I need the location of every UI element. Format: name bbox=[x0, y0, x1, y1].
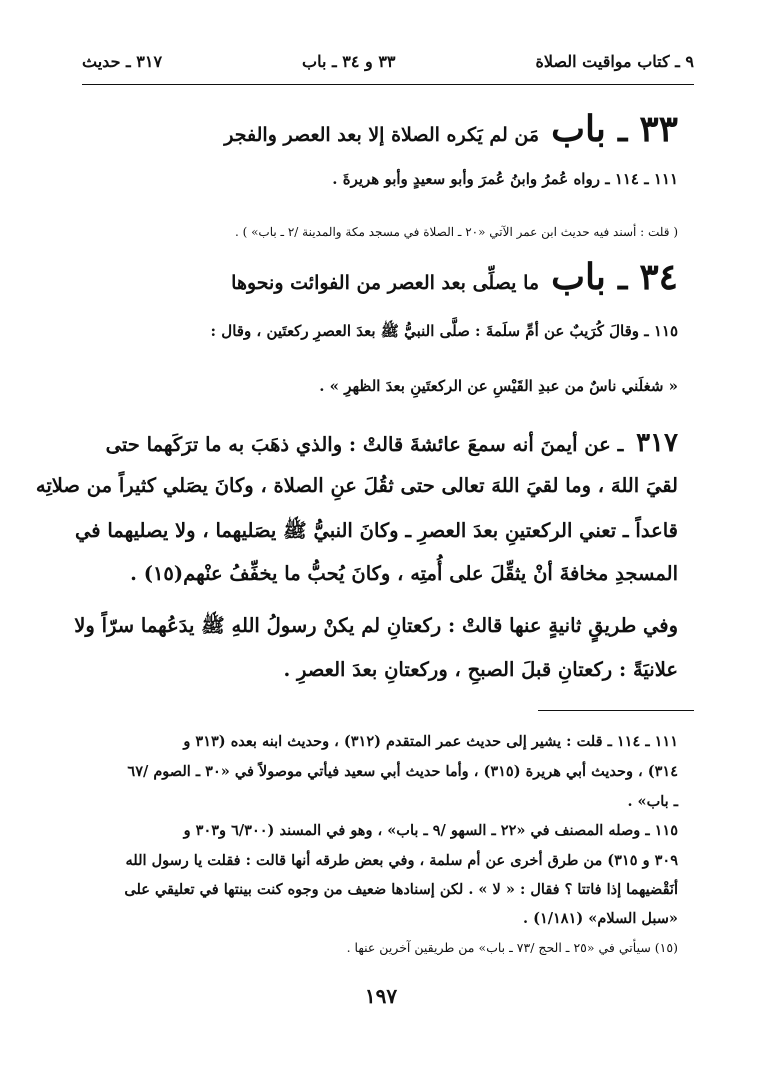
header-hadith-number: ٣١٧ ـ حديث bbox=[82, 51, 163, 71]
author-note: ( قلت : أسند فيه حديث ابن عمر الآتي «٢٠ ـ الصلاة في مسجد مكة والمدينة /٢ ـ باب» ) . bbox=[234, 225, 678, 239]
quoted-statement: « شغلَني ناسٌ من عبدِ القَيْسِ عن الركعتَينِ بعدَ الظهرِ » . bbox=[319, 377, 678, 395]
second-path-line-1: وفي طريقٍ ثانيةٍ عنها قالتْ : ركعتانِ لم يكنْ رسولُ اللهِ ﷺ يدَعُهما سرّاً ولا bbox=[74, 614, 678, 637]
narration-111-114: ١١١ ـ ١١٤ ـ رواه عُمرُ وابنُ عُمرَ وأبو سعيدٍ وأبو هريرةَ . bbox=[332, 170, 678, 188]
footnote-line: ١١١ ـ ١١٤ ـ قلت : يشير إلى حديث عمر المتقدم (٣١٢) ، وحديث ابنه بعده (٣١٣ و bbox=[183, 733, 678, 750]
footnote-rule bbox=[538, 710, 694, 711]
chapter-word: باب bbox=[551, 256, 606, 298]
chapter-title: ما يصلِّى بعد العصر من الفوائت ونحوها bbox=[231, 272, 540, 294]
hadith-number: ٣١٧ bbox=[636, 428, 678, 458]
header-sections: ٣٣ و ٣٤ ـ باب bbox=[302, 51, 396, 71]
footnote-line: أنَقْضيهما إذا فاتتا ؟ فقال : « لا » . لكن إسنادها ضعيف من وجوه كنت بينتها في تعليقي على bbox=[124, 881, 678, 898]
chapter-34-heading bbox=[82, 256, 678, 298]
footnote-line: ١١٥ ـ وصله المصنف في «٢٢ ـ السهو /٩ ـ باب» ، وهو في المسند (٦/٣٠٠ و٣٠٣ و bbox=[183, 822, 678, 839]
chapter-word: باب bbox=[551, 108, 606, 150]
hadith-317-line-3: قاعداً ـ تعني الركعتينِ بعدَ العصرِ ـ وكانَ النبيُّ ﷺ يصَليهما ، ولا يصليهما في bbox=[75, 519, 678, 542]
running-header bbox=[82, 46, 694, 76]
narration-115: ١١٥ ـ وقالَ كُرَيبٌ عن أمِّ سلَمةَ : صلَّى النبيُّ ﷺ بعدَ العصرِ ركعتَين ، وقال : bbox=[210, 322, 678, 340]
header-book-chapter: ٩ ـ كتاب مواقيت الصلاة bbox=[535, 51, 694, 71]
footnote-line: ٣١٤) ، وحديث أبي هريرة (٣١٥) ، وأما حديث أبي سعيد فيأتي موصولاً في «٣٠ ـ الصوم /٦٧ bbox=[127, 763, 678, 780]
chapter-number: ٣٣ bbox=[639, 108, 678, 150]
hadith-text: ـ عن أيمنَ أنه سمعَ عائشةَ قالتْ : والذي ذهَبَ به ما ترَكَهما حتى bbox=[105, 433, 624, 456]
header-rule bbox=[82, 84, 694, 85]
hadith-317-line-1 bbox=[82, 430, 678, 456]
footnote-line: ـ باب» . bbox=[627, 793, 678, 810]
footnote-line: ٣٠٩ و ٣١٥) من طرق أخرى عن أم سلمة ، وفي بعض طرقه أنها قالت : فقلت يا رسول الله bbox=[125, 852, 678, 869]
footnote-line: «سبل السلام» (١/١٨١) . bbox=[522, 910, 678, 927]
chapter-dash: ـ bbox=[617, 111, 628, 149]
hadith-317-line-4: المسجدِ مخافةَ أنْ يثقِّلَ على أُمتِه ، وكانَ يُحبُّ ما يخفِّفُ عنْهم(١٥) . bbox=[130, 562, 678, 585]
chapter-title: مَن لم يَكره الصلاة إلا بعد العصر والفجر bbox=[224, 124, 540, 146]
chapter-33-heading bbox=[82, 108, 678, 150]
footnote-15: (١٥) سيأتي في «٢٥ ـ الحج /٧٣ ـ باب» من طريقين آخرين عنها . bbox=[346, 940, 678, 955]
second-path-line-2: علانيَةً : ركعتانِ قبلَ الصبحِ ، وركعتانِ بعدَ العصرِ . bbox=[283, 658, 678, 681]
hadith-317-line-2: لقيَ اللهَ ، وما لقيَ اللهَ تعالى حتى ثقُلَ عنِ الصلاة ، وكانَ يصَلي كثيراً من صلاتِه bbox=[35, 474, 678, 497]
page-number: ١٩٧ bbox=[364, 984, 398, 1008]
chapter-number: ٣٤ bbox=[639, 256, 678, 298]
chapter-dash: ـ bbox=[617, 259, 628, 297]
